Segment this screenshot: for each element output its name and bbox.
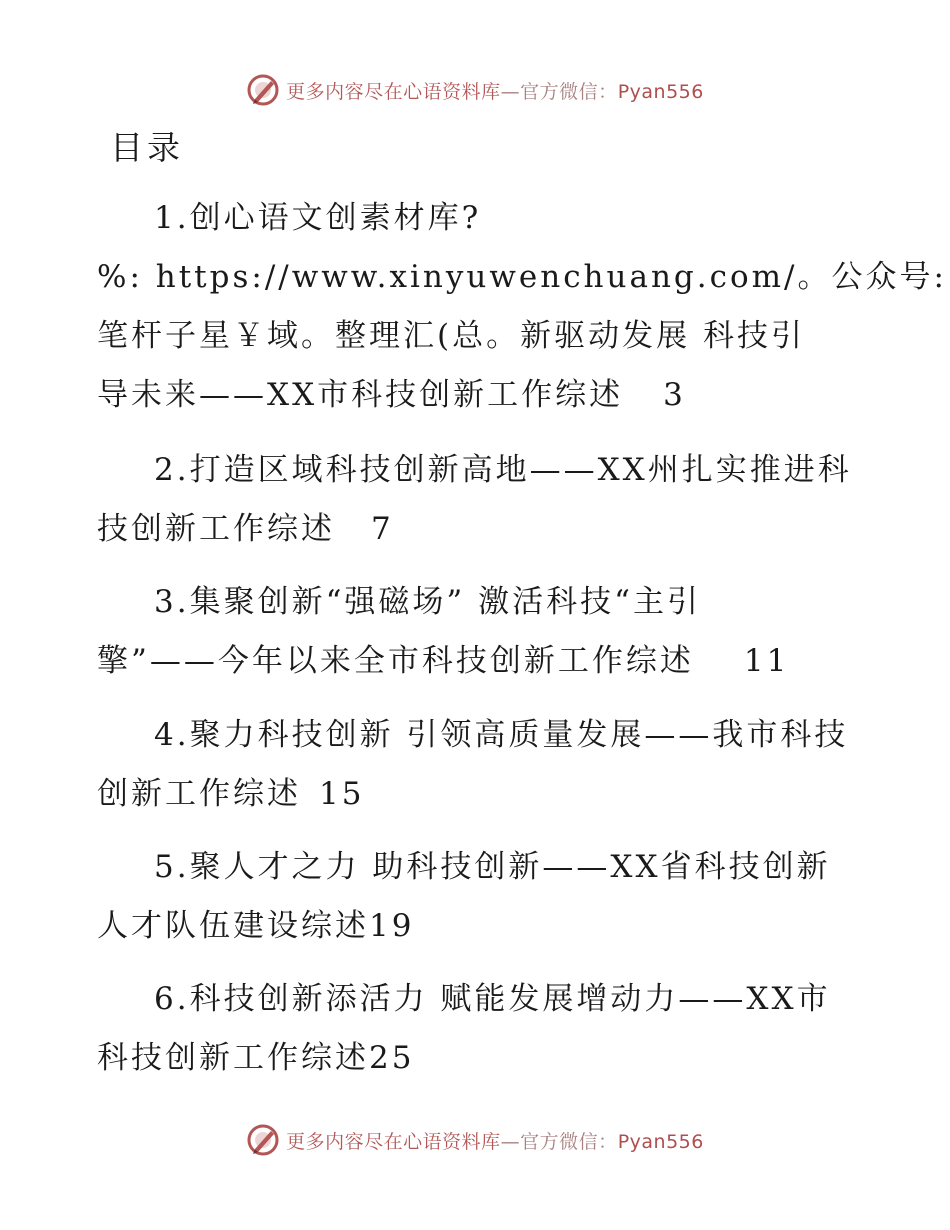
toc-page-number: 25 [369, 1040, 415, 1076]
toc-entry-line: 笔杆子星￥域。整理汇(总。新驱动发展 科技引 [97, 318, 805, 354]
footer-watermark [0, 1120, 950, 1160]
fountain-pen-badge-icon [246, 73, 280, 107]
toc-entry-line: %: https://www.xinyuwenchuang.com/。公众号: [97, 259, 947, 295]
toc-entry-1[interactable] [97, 189, 947, 425]
toc-entry-line: 人才队伍建设综述 [97, 908, 369, 944]
watermark-text-main: 更多内容尽在心语资料库 [286, 80, 501, 103]
toc-entry-line: 3.集聚创新“强磁场” 激活科技“主引 [154, 584, 701, 620]
toc-entry-line: 4.聚力科技创新 引领高质量发展——我市科技 [154, 717, 849, 753]
toc-entry-line: 科技创新工作综述 [97, 1040, 369, 1076]
toc-page-number: 7 [371, 511, 394, 547]
toc-title: 目录 [110, 128, 184, 167]
toc-entry-4[interactable] [97, 706, 857, 824]
toc-entry-2[interactable] [97, 441, 857, 559]
toc-entry-line: 6.科技创新添活力 赋能发展增动力——XX市 [154, 981, 831, 1017]
toc-entry-5[interactable] [97, 838, 857, 956]
toc-entry-line: 2.打造区域科技创新高地——XX州扎实推进科 [154, 452, 852, 488]
watermark-text [286, 1127, 704, 1154]
toc-entry-3[interactable] [97, 573, 857, 691]
toc-page-number: 3 [663, 377, 686, 413]
watermark-text-id: Pyan556 [617, 1130, 704, 1153]
toc-entry-line: 擎”——今年以来全市科技创新工作综述 [97, 643, 694, 679]
watermark-text-main: 更多内容尽在心语资料库 [286, 1130, 501, 1153]
toc-entry-line: 1.创心语文创素材库? [154, 200, 482, 236]
header-watermark [0, 70, 950, 110]
toc-page-number: 11 [743, 643, 790, 679]
toc-page-number: 15 [319, 776, 365, 812]
toc-entry-line: 导未来——XX市科技创新工作综述 [97, 377, 624, 413]
fountain-pen-badge-icon [246, 1123, 280, 1157]
watermark-text [286, 77, 704, 104]
toc-entry-line: 5.聚人才之力 助科技创新——XX省科技创新 [154, 849, 831, 885]
toc-entry-6[interactable] [97, 970, 857, 1088]
toc-page-number: 19 [369, 908, 415, 944]
watermark-text-wechat: —官方微信： [500, 1130, 618, 1153]
toc-entry-line: 创新工作综述 [97, 776, 301, 812]
toc-entry-line: 技创新工作综述 [97, 511, 335, 547]
watermark-text-wechat: —官方微信： [500, 80, 618, 103]
watermark-text-id: Pyan556 [617, 80, 704, 103]
